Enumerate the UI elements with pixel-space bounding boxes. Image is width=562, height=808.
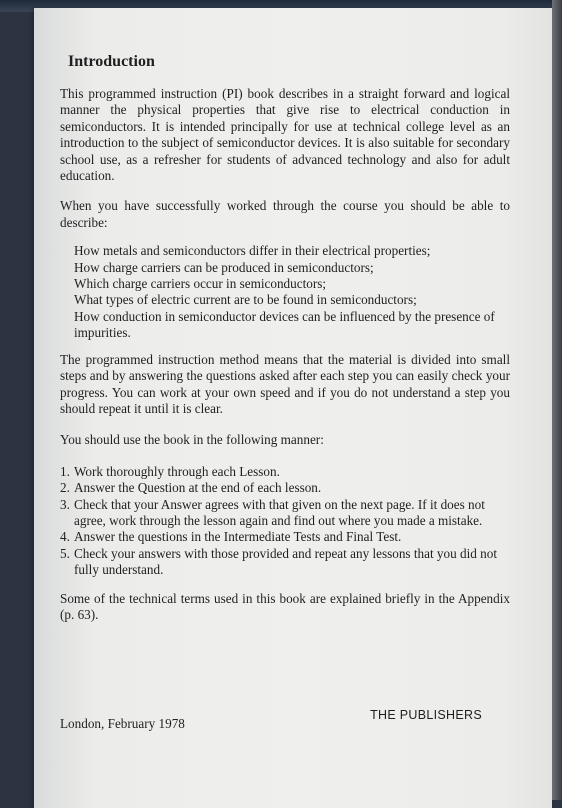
step-text: Check that your Answer agrees with that given on the next page. If it does not agree, work through the lesson again and find out where you made a mistake. [74, 496, 485, 528]
intro-paragraph: This programmed instruction (PI) book describes in a straight forward and logical manner the physical properties that give rise to electrical conduction in semiconductors. It is intended principally for use at technical college level as an introduction to the subject of semiconductor devices. It is also suitable for secondary school use, as a refresher for students of advanced technology and also for adult education. [60, 86, 510, 184]
step-item [60, 529, 510, 545]
objective-item: Which charge carriers occur in semiconductors; [74, 276, 327, 292]
step-text: Check your answers with those provided and repeat any lessons that you did not fully understand. [74, 545, 498, 578]
objective-item: How metals and semiconductors differ in their electrical properties; [74, 243, 431, 259]
step-text: Answer the questions in the Intermediate Tests and Final Test. [74, 529, 402, 545]
step-number: 2. [60, 480, 70, 496]
usage-steps-list [60, 464, 510, 579]
objective-item: What types of electric current are to be found in semiconductors; [74, 292, 417, 308]
step-text: Work thoroughly through each Lesson. [74, 463, 280, 479]
objective-item: How conduction in semiconductor devices can be influenced by the presence of impurities. [74, 308, 495, 341]
place-date: London, February 1978 [60, 716, 185, 731]
step-number: 3. [60, 496, 70, 512]
step-text: Answer the Question at the end of each lesson. [74, 480, 322, 496]
step-number: 4. [60, 529, 70, 545]
step-item [60, 546, 510, 579]
publisher-signature: THE PUBLISHERS [370, 708, 482, 722]
appendix-paragraph: Some of the technical terms used in this book are explained briefly in the Appendix (p. 63). [60, 590, 510, 622]
step-item [60, 480, 510, 496]
objective-item: How charge carriers can be produced in semiconductors; [74, 259, 374, 275]
step-item [60, 497, 510, 530]
method-paragraph: The programmed instruction method means that the material is divided into small steps and by answering the questions asked after each step you can easily check your progress. You can work at your own speed and if you do not understand a step you should repeat it until it is clear. [60, 351, 510, 416]
page-content [60, 52, 510, 623]
objectives-intro-paragraph: When you have successfully worked through the course you should be able to describe: [60, 198, 510, 230]
objectives-list [74, 243, 510, 341]
background-right-edge [552, 0, 562, 800]
step-number: 1. [60, 463, 70, 479]
usage-intro-paragraph: You should use the book in the following manner: [60, 432, 324, 448]
step-number: 5. [60, 545, 70, 561]
page-title: Introduction [68, 53, 155, 70]
step-item [60, 464, 510, 480]
page-footer [60, 708, 482, 736]
